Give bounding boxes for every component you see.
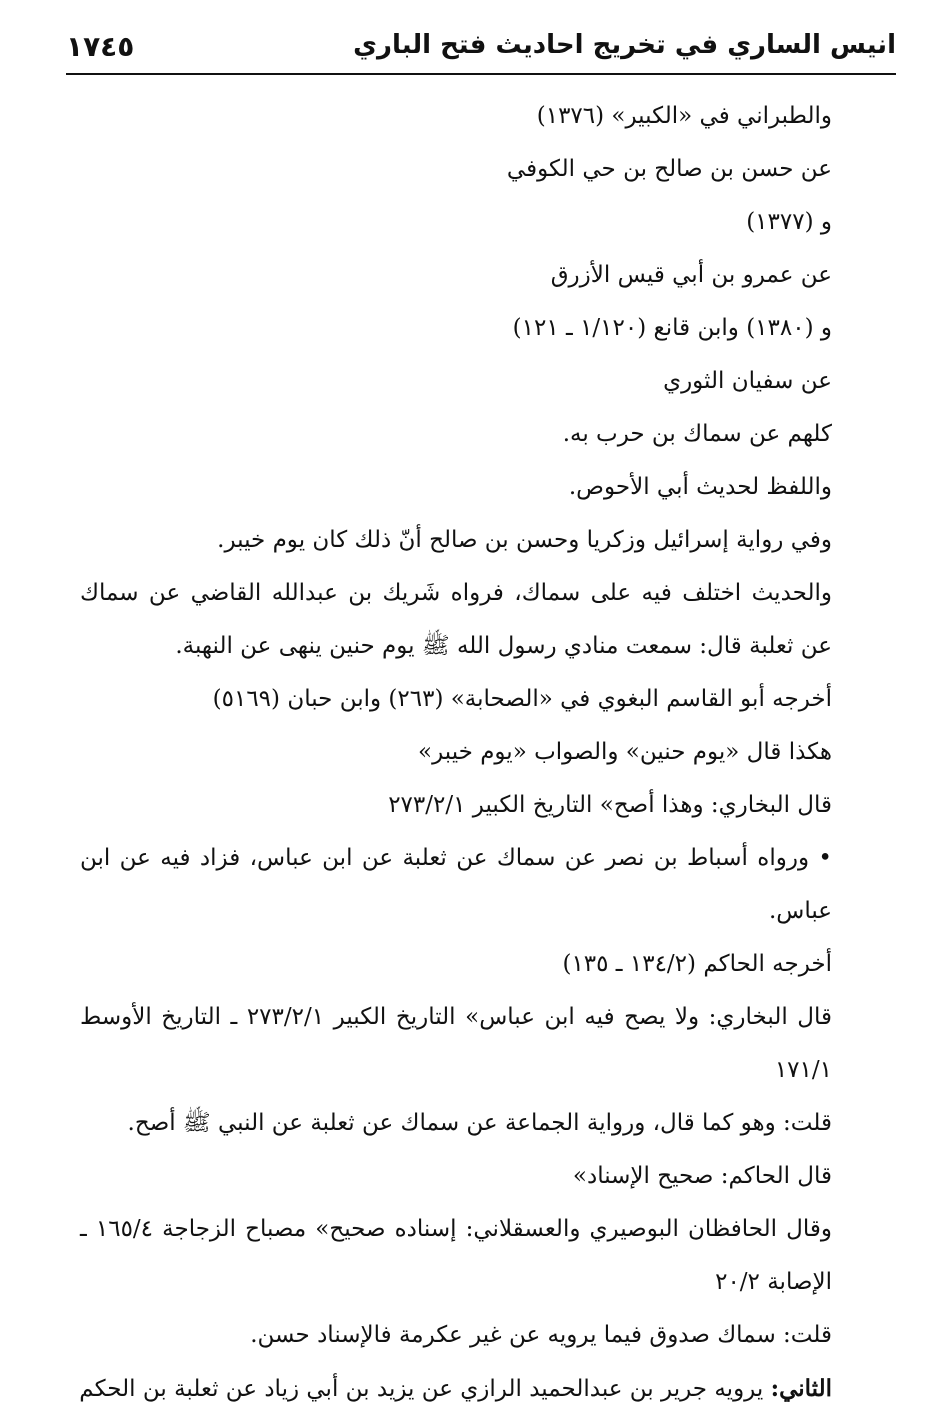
text-paragraph: والحديث اختلف فيه على سماك، فرواه شَريك بن عبدالله القاضي عن سماك عن ثعلبة قال: سمعت منادي رسول الله ﷺ يوم حنين ينهى عن النهبة. <box>80 580 832 659</box>
text-line: عن حسن بن صالح بن حي الكوفي <box>506 156 832 182</box>
page-header <box>66 30 896 74</box>
text-line: وفي رواية إسرائيل وزكريا وحسن بن صالح أنّ ذلك كان يوم خيبر. <box>217 527 832 553</box>
text-line: قال البخاري: وهذا أصح» التاريخ الكبير ٢٧٣/٢/١ <box>388 792 832 818</box>
running-title: انيس الساري في تخريج احاديث فتح الباري <box>353 30 896 60</box>
text-paragraph: وقال الحافظان البوصيري والعسقلاني: إسناده صحيح» مصباح الزجاجة ١٦٥/٤ ـ الإصابة ٢٠/٢ <box>80 1216 832 1295</box>
page-number: ١٧٤٥ <box>66 30 135 63</box>
text-line: عن عمرو بن أبي قيس الأزرق <box>550 262 832 288</box>
text-line-last <box>80 1362 898 1416</box>
text-line: عن سفيان الثوري <box>663 368 832 394</box>
text-line: هكذا قال «يوم حنين» والصواب «يوم خيبر» <box>418 739 832 765</box>
page-body <box>80 90 898 1416</box>
section-text: يرويه جرير بن عبدالحميد الرازي عن يزيد بن أبي زياد عن ثعلبة بن الحكم <box>79 1376 771 1402</box>
text-paragraph: قال البخاري: ولا يصح فيه ابن عباس» التاريخ الكبير ٢٧٣/٢/١ ـ التاريخ الأوسط ١٧١/١ <box>80 1004 833 1083</box>
text-line: أخرجه الحاكم (١٣٤/٢ ـ ١٣٥) <box>562 951 832 977</box>
text-line: قال الحاكم: صحيح الإسناد» <box>572 1163 832 1189</box>
text-line: و (١٣٧٧) <box>746 209 832 235</box>
text-paragraph: • ورواه أسباط بن نصر عن سماك عن ثعلبة عن ابن عباس، فزاد فيه عن ابن عباس. <box>80 845 832 924</box>
text-line: والطبراني في «الكبير» (١٣٧٦) <box>536 103 832 129</box>
text-line: قلت: وهو كما قال، ورواية الجماعة عن سماك عن ثعلبة عن النبي ﷺ أصح. <box>127 1110 832 1136</box>
text-line: قلت: سماك صدوق فيما يرويه عن غير عكرمة فالإسناد حسن. <box>250 1322 832 1348</box>
text-line: أخرجه أبو القاسم البغوي في «الصحابة» (٢٦٣) وابن حبان (٥١٦٩) <box>212 686 832 712</box>
text-line: كلهم عن سماك بن حرب به. <box>562 421 832 447</box>
text-line: و (١٣٨٠) وابن قانع (١/١٢٠ ـ ١٢١) <box>512 315 832 341</box>
header-rule <box>66 73 896 75</box>
section-label: الثاني: <box>770 1375 832 1402</box>
text-line: واللفظ لحديث أبي الأحوص. <box>568 474 832 500</box>
